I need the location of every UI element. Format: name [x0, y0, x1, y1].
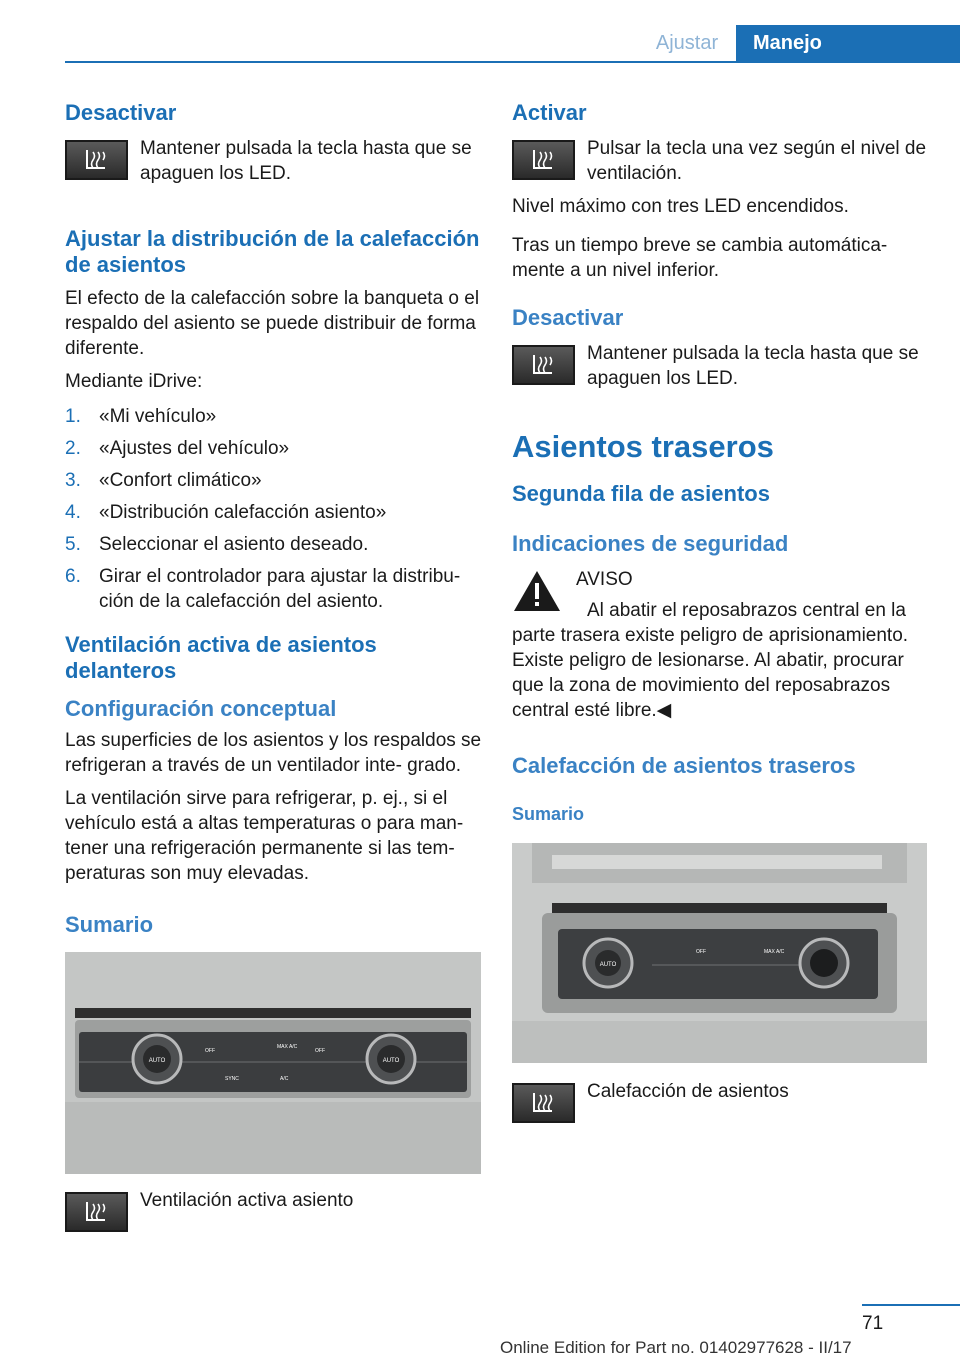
desactivar-text-right: Mantener pulsada la tecla hasta que se apaguen los LED. [587, 343, 919, 389]
footer-rule [862, 1304, 960, 1306]
svg-text:MAX A/C: MAX A/C [764, 949, 785, 955]
aviso-text: Al abatir el reposabrazos central en la parte trasera existe peligro de aprisionamiento. Existe peligro de lesionarse. Al abatir, procurar que la zona de movimiento del reposabrazos central esté libre.◀ [512, 600, 909, 721]
seat-ventilation-icon [65, 140, 128, 180]
ventilation-heading: Ventilación activa de asientos delanteros [65, 632, 377, 683]
activar-text: Pulsar la tecla una vez según el nivel de ventilación. [587, 138, 927, 184]
ventilation-caption-row [65, 1188, 483, 1232]
sumario-heading-right: Sumario [512, 804, 585, 824]
rear-seats-heading: Asientos traseros [512, 429, 774, 464]
tab-ajustar[interactable]: Ajustar [655, 32, 719, 54]
desactivar-heading: Desactivar [65, 100, 177, 125]
svg-text:OFF: OFF [696, 949, 706, 955]
footer-edition: Online Edition for Part no. 01402977628 - II/17 [500, 1338, 852, 1357]
svg-text:AUTO: AUTO [599, 962, 617, 968]
desactivar-text: Mantener pulsada la tecla hasta que se apaguen los LED. [140, 138, 472, 184]
list-item: 3. «Confort climático» [65, 470, 262, 491]
activar-block [512, 136, 932, 186]
concept-text-1: Las superficies de los asientos y los respaldos se refrigeran a través de un ventilador inte‐ grado. [65, 730, 482, 776]
ventilation-caption: Ventilación activa asiento [140, 1190, 354, 1211]
svg-text:A/C: A/C [280, 1076, 289, 1082]
header-rule [65, 61, 960, 63]
list-item: 4. «Distribución calefacción asiento» [65, 502, 387, 523]
seat-ventilation-icon [512, 140, 575, 180]
right-column [512, 100, 932, 1123]
list-item: 5. Seleccionar el asiento deseado. [65, 534, 369, 555]
seat-heating-icon [512, 1083, 575, 1123]
desactivar-heading-right: Desactivar [512, 305, 624, 330]
list-item: 2. «Ajustes del vehículo» [65, 438, 290, 459]
svg-text:AUTO: AUTO [382, 1058, 400, 1064]
svg-text:AUTO: AUTO [148, 1058, 166, 1064]
desactivar-block [65, 136, 483, 186]
sumario-heading-left: Sumario [65, 912, 154, 937]
idrive-label: Mediante iDrive: [65, 371, 203, 392]
nivel-text: Nivel máximo con tres LED encendidos. [512, 196, 849, 217]
front-climate-panel-photo [65, 952, 481, 1174]
page-number: 71 [862, 1313, 884, 1334]
activar-heading: Activar [512, 100, 587, 125]
distribution-text: El efecto de la calefacción sobre la banqueta o el respaldo del asiento se puede distribuir de forma diferente. [65, 288, 480, 359]
heating-caption-row [512, 1079, 932, 1123]
left-column [65, 100, 483, 1232]
list-item: 1. «Mi vehículo» [65, 406, 217, 427]
svg-text:OFF: OFF [315, 1048, 325, 1054]
concept-heading: Configuración conceptual [65, 696, 337, 721]
svg-text:OFF: OFF [205, 1048, 215, 1054]
tras-text: Tras un tiempo breve se cambia automática‐ mente a un nivel inferior. [512, 235, 888, 281]
seat-ventilation-icon [512, 345, 575, 385]
safety-heading: Indicaciones de seguridad [512, 531, 789, 556]
rear-climate-panel-photo [512, 843, 927, 1063]
steps-list [65, 404, 483, 614]
list-item: 6. Girar el controlador para ajustar la distribu‐ ción de la calefacción del asiento. [65, 566, 461, 612]
second-row-heading: Segunda fila de asientos [512, 481, 770, 506]
desactivar-block-right [512, 341, 932, 391]
svg-text:MAX A/C: MAX A/C [277, 1044, 298, 1050]
tab-manejo[interactable]: Manejo [736, 25, 960, 62]
rear-heating-heading: Calefacción de asientos traseros [512, 753, 856, 778]
concept-text-2: La ventilación sirve para refrigerar, p. ej., si el vehículo está a altas temperaturas o para man‐ tener una refrigeración permanente si las tem‐ peraturas son muy elevadas. [65, 788, 464, 884]
seat-ventilation-icon [65, 1192, 128, 1232]
heating-caption: Calefacción de asientos [587, 1081, 789, 1102]
aviso-label: AVISO [576, 569, 633, 590]
warning-icon [512, 569, 562, 618]
svg-text:SYNC: SYNC [225, 1076, 239, 1082]
distribution-heading: Ajustar la distribución de la calefacción de asientos [65, 226, 480, 277]
